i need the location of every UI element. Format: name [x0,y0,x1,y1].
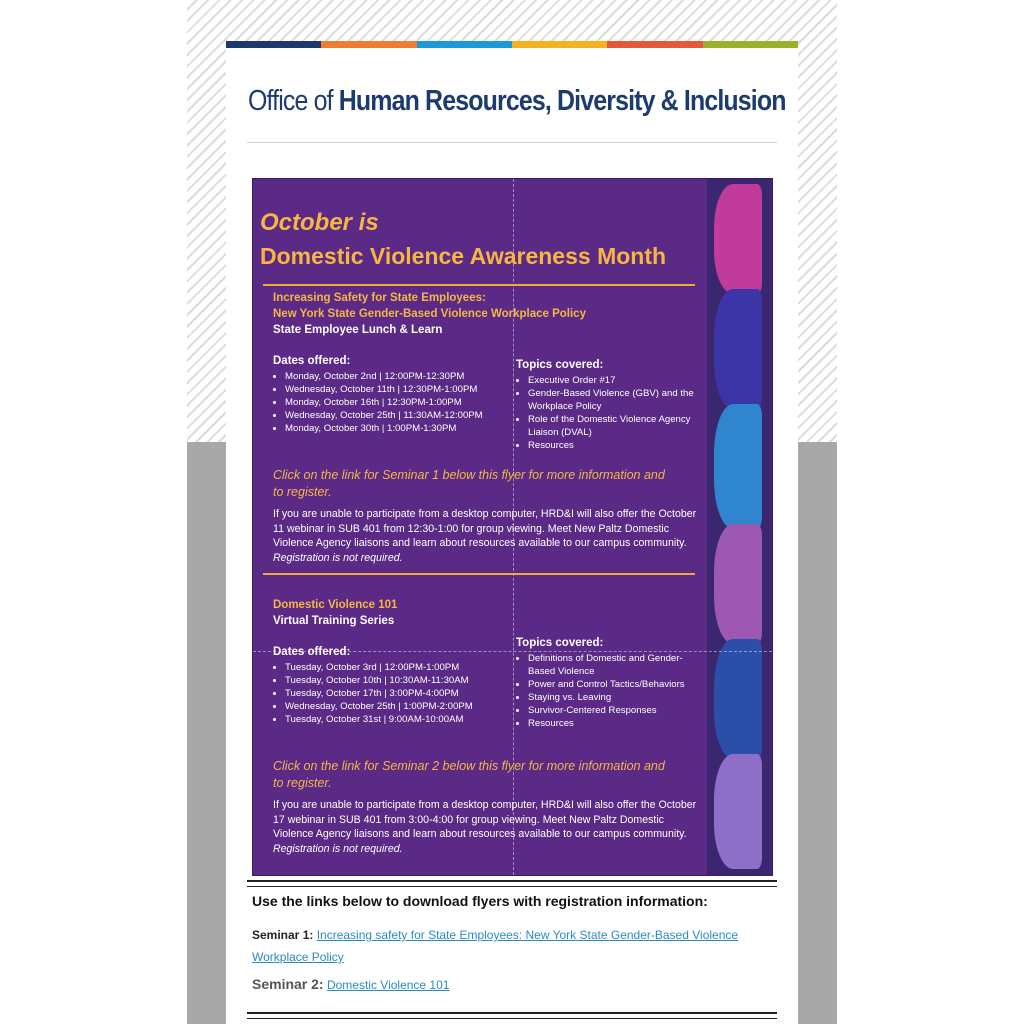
stripe-orange [321,41,416,48]
section-divider [247,880,777,887]
links-heading: Use the links below to download flyers with registration information: [252,893,708,909]
flyer-image [252,178,773,876]
s2-dates-heading: Dates offered: [273,646,351,658]
s1-subtitle2: New York State Gender-Based Violence Workplace Policy [273,308,586,320]
flyer-title-line2: Domestic Violence Awareness Month [260,243,667,269]
s1-body-note: Registration is not required. [273,551,403,564]
stripe-yellow [512,41,607,48]
list-item: • Wednesday, October 25th | 11:30AM-12:00PM [285,409,483,422]
list-item: • Definitions of Domestic and Gender-Based Violence [528,652,706,678]
s2-subtitle1: Domestic Violence 101 [273,599,398,611]
list-item: • Monday, October 16th | 12:30PM-1:00PM [285,396,483,409]
silhouette-face [714,184,762,294]
list-item: • Resources [528,439,706,452]
silhouette-face [714,404,762,529]
flyer-divider [263,573,695,575]
silhouette-face [714,524,762,644]
email-card [226,41,798,1024]
list-item: • Wednesday, October 25th | 1:00PM-2:00PM [285,700,473,713]
s1-subtitle1: Increasing Safety for State Employees: [273,292,486,304]
seminar1-label: Seminar 1: [252,928,314,942]
header-divider [247,142,777,143]
list-item: • Resources [528,717,706,730]
list-item: • Survivor-Centered Responses [528,704,706,717]
s1-body: If you are unable to participate from a desktop computer, HRD&I will also offer the October 11 webinar in SUB 401 from 12:30-1:00 for group viewing. Meet New Paltz Domestic Violence Agency liaisons and learn about resources available to our campus community. [273,508,697,549]
seminar1-row [252,924,762,968]
s2-body-text [273,798,698,856]
list-item: • Power and Control Tactics/Behaviors [528,678,706,691]
s2-body: If you are unable to participate from a desktop computer, HRD&I will also offer the October 17 webinar in SUB 401 from 3:00-4:00 for group viewing. Meet New Paltz Domestic Violence Agency liaisons and learn about resources available to our campus community. [273,799,697,840]
silhouette-face [714,754,762,869]
flyer-title-line1: October is [260,209,379,236]
s1-subtitle3: State Employee Lunch & Learn [273,324,443,336]
list-item: • Executive Order #17 [528,374,706,387]
list-item: • Role of the Domestic Violence Agency Liaison (DVAL) [528,413,706,439]
s1-call-to-action: Click on the link for Seminar 1 below this flyer for more information and to register. [273,468,665,499]
stripe-green [703,41,798,48]
list-item: • Monday, October 2nd | 12:00PM-12:30PM [285,370,483,383]
page-title [248,85,786,125]
stripe-red [607,41,702,48]
seminar2-row [252,976,449,992]
flyer-silhouette-panel [707,179,772,875]
s2-body-note: Registration is not required. [273,842,403,855]
seminar2-label: Seminar 2: [252,976,324,992]
s1-body-text [273,507,698,565]
s2-topics-list [516,652,706,730]
list-item: • Tuesday, October 31st | 9:00AM-10:00AM [285,713,473,726]
list-item: • Staying vs. Leaving [528,691,706,704]
list-item: • Wednesday, October 11th | 12:30PM-1:00PM [285,383,483,396]
s2-topics-heading: Topics covered: [516,637,604,649]
stripe-blue [417,41,512,48]
s1-topics-list [516,374,706,452]
silhouette-face [714,289,762,409]
list-item: • Tuesday, October 17th | 3:00PM-4:00PM [285,687,473,700]
s2-call-to-action: Click on the link for Seminar 2 below this flyer for more information and to register. [273,759,665,790]
s1-topics-heading: Topics covered: [516,359,604,371]
s2-dates-list [273,661,473,726]
stripe-navy [226,41,321,48]
flyer-divider [263,284,695,286]
list-item: • Gender-Based Violence (GBV) and the Workplace Policy [528,387,706,413]
list-item: • Tuesday, October 10th | 10:30AM-11:30AM [285,674,473,687]
section-divider [247,1012,777,1019]
list-item: • Monday, October 30th | 1:00PM-1:30PM [285,422,483,435]
s1-dates-list [273,370,483,435]
seminar1-link[interactable]: Increasing safety for State Employees: New York State Gender-Based Violence Workplace Policy [252,928,739,964]
list-item: • Tuesday, October 3rd | 12:00PM-1:00PM [285,661,473,674]
title-department: Human Resources, Diversity & Inclusion [338,85,786,117]
s2-subtitle2: Virtual Training Series [273,615,395,627]
header-color-bar [226,41,798,48]
silhouette-face [714,639,762,759]
seminar2-link[interactable]: Domestic Violence 101 [326,978,450,992]
title-office-of: Office of [248,85,333,117]
s1-dates-heading: Dates offered: [273,355,351,367]
